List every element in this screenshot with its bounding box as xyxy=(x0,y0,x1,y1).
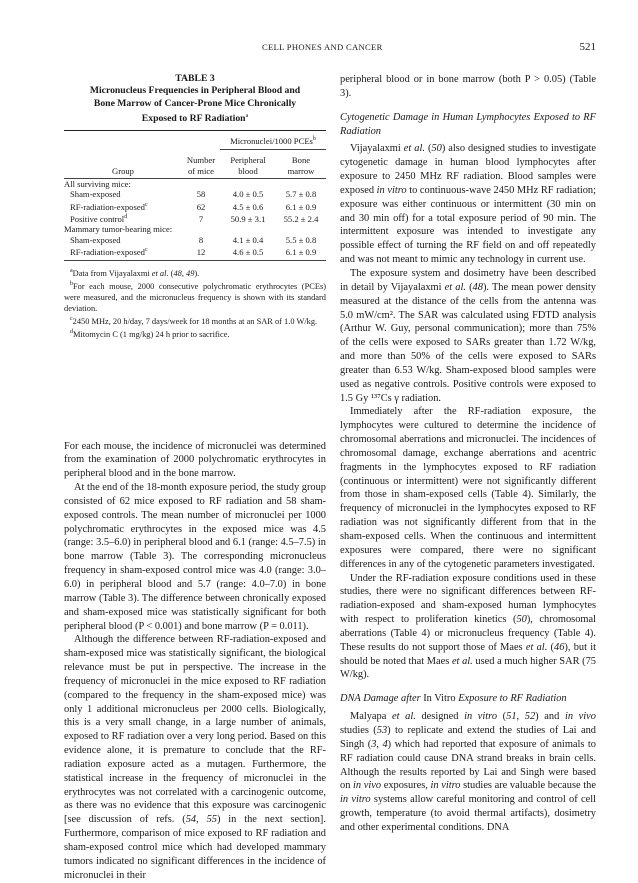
col-header-group: Group xyxy=(112,165,134,176)
footnote-mark: c xyxy=(144,201,148,208)
paragraph: Vijayalaxmi et al. (50) also designed studies to investigate cytogenetic damage in human blood lymphocytes after exposure to 2450 MHz RF radiation. Blood samples were exposed in vitro to continuous-wave 2450 MHz RF radiation; exposure was either continuous or intermittent (30 min on and 30 min off) for a total exposure period of 90 min. The intermittent exposure was intended to investigate any possible effect of turning the RF field on and off repeatedly and was not meant to mimic any technology in current use. xyxy=(340,143,596,266)
right-column xyxy=(340,73,596,835)
table-title-line: Exposed to RF Radiation$^a$ xyxy=(141,113,249,125)
paragraph: At the end of the 18-month exposure period, the study group consisted of 62 mice exposed to RF radiation and 58 sham-exposed controls. The mean number of micronuclei per 1000 polychromatic erythrocytes in the exposed mice was 4.5 (range: 3.5–6.0) in peripheral blood and 6.1 (range: 4.5–7.5) in bone marrow (Table 3). The corresponding micronucleus frequency in sham-exposed control mice was 4.0 (range: 3.0–6.0) in peripheral blood and 5.7 (range: 4.0–7.0) in bone marrow (Table 3). The difference between chronically exposed and sham-exposed mice was statistically significant for both peripheral blood (P < 0.001) and bone marrow (P = 0.011). xyxy=(64,482,326,632)
page-header xyxy=(0,42,638,56)
table-row: Sham-exposed 8 4.1 ± 0.4 5.5 ± 0.8 xyxy=(70,234,317,245)
running-head: CELL PHONES AND CANCER xyxy=(262,42,383,52)
paragraph: Although the difference between RF-radiation-exposed and sham-exposed mice was statistically significant, the biological relevance must be put in perspective. The increase in the frequency of micronuclei in the mice exposed to RF radiation (compared to the frequency in the sham-exposed mice) was only 1 additional micronucleus per 2000 cells. Biologically, this is a very small change, in a large number of animals, exposed to RF radiation over a very long period. Based on this evidence alone, it is premature to conclude that the RF-radiation exposure acted as a mutagen. Furthermore, the statistical increase in the frequency of micronuclei in the erythrocytes was not correlated with a carcinogenic outcome, as there was no evidence that this exposure was carcinogenic [see discussion of refs. (54, 55) in the next section]. Furthermore, comparison of mice exposed to RF radiation and sham-exposed control mice which had developed mammary tumors indicated no significant differences in the incidence of micronuclei in their xyxy=(64,634,326,881)
table-row: Positive control$^d$ 7 50.9 ± 3.1 55.2 ± 2.4 xyxy=(70,213,319,224)
table-title-line: Bone Marrow of Cancer-Prone Mice Chronically xyxy=(93,97,297,109)
paragraph: Immediately after the RF-radiation exposure, the lymphocytes were cultured to determine the incidence of chromosomal aberrations and micronuclei. The incidences of chromosomal damage, exchange aberrations and acentric fragments in the lymphocytes exposed to RF radiation (continuous or intermittent) were not significantly different from those in sham-exposed cells (Table 4). Similarly, the frequency of micronuclei in the lymphocytes exposed to RF radiation was not significantly different from that in the sham-exposed cells. When the continuous and intermittent exposures were compared, there were no significant differences in any of the cytogenetic parameters investigated. xyxy=(340,406,596,570)
page-number: 521 xyxy=(579,41,596,53)
footnote-b: $^b$For each mouse, 2000 consecutive polychromatic erythrocytes (PCEs) were measured, and the micronucleus frequency is shown with its standard deviation. xyxy=(64,281,326,313)
paragraph: Under the RF-radiation exposure conditions used in these studies, there were no significant differences between RF-radiation-exposed and sham-exposed human lymphocytes with respect to proliferation kinetics (50), chromosomal aberrations (Table 4) or micronucleus frequency (Table 4). These results do not support those of Maes et al. (46), but it should be noted that Maes et al. used a much higher SAR (75 W/kg). xyxy=(340,572,597,681)
footnote-a: $^a$Data from Vijayalaxmi et al. (48, 49). xyxy=(70,268,200,279)
table-row: Sham-exposed 58 4.0 ± 0.5 5.7 ± 0.8 xyxy=(70,189,317,200)
table-footnotes xyxy=(64,266,326,339)
section-heading: DNA Damage after In Vitro Exposure to RF Radiation xyxy=(340,693,567,705)
paragraph: peripheral blood or in bone marrow (both P > 0.05) (Table 3). xyxy=(340,74,596,99)
table-title-line: Micronucleus Frequencies in Peripheral Blood and xyxy=(89,85,301,97)
table-row: RF-radiation-exposed$^c$ 62 4.5 ± 0.6 6.1 ± 0.9 xyxy=(70,201,317,212)
paragraph: The exposure system and dosimetry have been described in detail by Vijayalaxmi et al. (48). The mean power density measured at the distance of the cells from the antenna was 5.0 mW/cm². The SAR was calculated using FDTD analysis (Arthur W. Guy, personal communication); more than 75% of the cells were exposed to SARs greater than 1.72 W/kg, and more than 50% of the cells were exposed to SARs greater than 6.53 W/kg. Sham-exposed blood samples were used as negative controls. Positive controls were exposed to 1.5 Gy ¹³⁷Cs γ radiation. xyxy=(340,267,596,404)
footnote-c: $^c$2450 MHz, 20 h/day, 7 days/week for 18 months at an SAR of 1.0 W/kg. xyxy=(70,315,318,326)
left-column xyxy=(64,73,326,883)
right-body-text xyxy=(340,73,596,835)
col-header-number: Number xyxy=(186,155,216,166)
col-header-of-mice: of mice xyxy=(187,165,214,176)
col-header-peripheral: Peripheral xyxy=(230,155,266,166)
micronucleus-table xyxy=(64,131,326,262)
footnote-mark: b xyxy=(312,135,316,142)
section-heading: Cytogenetic Damage in Human Lymphocytes Exposed to RF Radiation xyxy=(340,111,596,137)
paragraph: Malyapa et al. designed in vitro (51, 52) and in vivo studies (53) to replicate and extend the studies of Lai and Singh (3, 4) which had reported that exposure of animals to RF radiation could cause DNA strand breaks in brain cells. Although the results reported by Lai and Singh were based on in vivo exposures, in vitro studies are valuable because the in vitro systems allow careful monitoring and control of cell growth, temperature (to avoid thermal artifacts), dosimetry and other experimental conditions. DNA xyxy=(340,711,596,833)
table-row: RF-radiation-exposed$^c$ 12 4.6 ± 0.5 6.1 ± 0.9 xyxy=(70,246,317,257)
footnote-d: $^d$Mitomycin C (1 mg/kg) 24 h prior to sacrifice. xyxy=(70,328,230,339)
col-header-blood: blood xyxy=(238,165,258,176)
col-header-bone: Bone xyxy=(291,155,311,166)
footnote-mark: d xyxy=(124,214,128,221)
section-label: All surviving mice: xyxy=(64,178,131,189)
footnote-mark: a xyxy=(245,113,249,120)
section-label: Mammary tumor-bearing mice: xyxy=(64,224,173,235)
footnote-mark: c xyxy=(144,247,148,254)
col-header-marrow: marrow xyxy=(287,165,315,176)
column-spanner: Micronuclei/1000 PCEs$^b$ xyxy=(230,135,316,146)
paragraph: For each mouse, the incidence of micronuclei was determined from the examination of 2000 polychromatic erythrocytes in peripheral blood and in the bone marrow. xyxy=(64,440,326,480)
left-body-text xyxy=(64,440,326,883)
table-caption xyxy=(64,73,326,126)
table-label: TABLE 3 xyxy=(175,73,215,84)
